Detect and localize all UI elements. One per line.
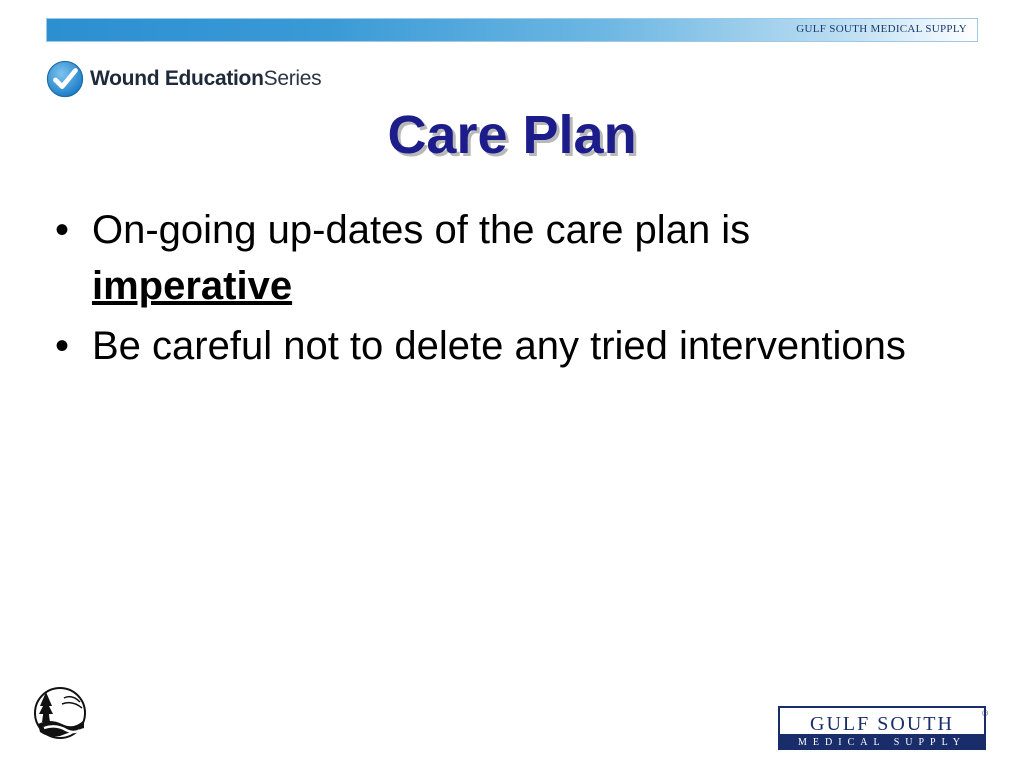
brand-logo-registered: ®: [982, 709, 988, 718]
series-word-education: Education: [164, 67, 264, 90]
bullet-dot: •: [55, 324, 70, 368]
tree-river-emblem-icon: [30, 684, 86, 742]
series-word-wound: Wound: [90, 67, 160, 90]
header-banner-text: GULF SOUTH MEDICAL SUPPLY: [796, 23, 967, 35]
bullet-list: [55, 202, 955, 378]
bullet-text: On-going up-dates of the care plan is: [92, 208, 751, 252]
bullet-item: [55, 202, 955, 314]
slide-title: Care Plan: [387, 105, 637, 165]
checkmark-circle-icon: [46, 60, 84, 98]
bullet-text: Be careful not to delete any tried interventions: [92, 324, 906, 368]
brand-logo-line1: GULF SOUTH: [810, 713, 954, 735]
bullet-dot: •: [55, 208, 70, 252]
bullet-emphasis: imperative: [92, 264, 293, 308]
brand-logo-line2: MEDICAL SUPPLY: [798, 737, 966, 748]
bullet-item: [55, 318, 955, 374]
wound-education-series-logo: [46, 60, 321, 98]
header-banner: [46, 18, 978, 42]
gulf-south-brand-logo: [778, 706, 990, 750]
series-word-series: Series: [263, 67, 322, 90]
